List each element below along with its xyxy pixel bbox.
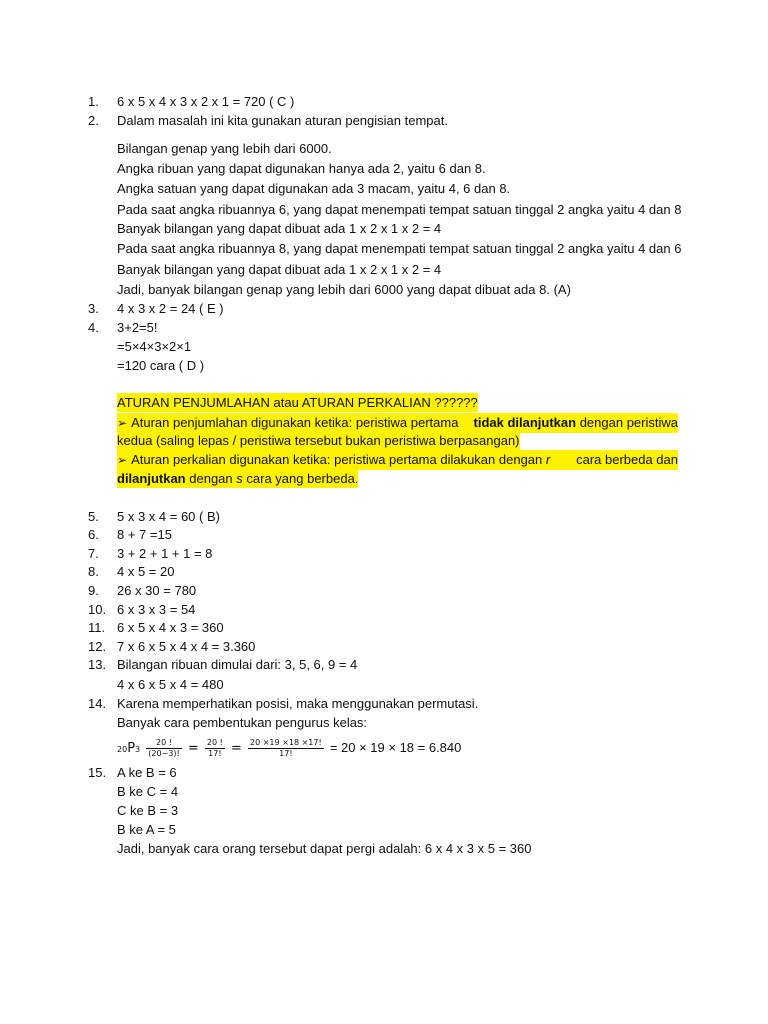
arrow-bullet-icon: ➢: [117, 416, 128, 430]
document-page: 1. 6 x 5 x 4 x 3 x 2 x 1 = 720 ( C ) 2. Dalam masalah ini kita gunakan aturan pengisian tempat. Bilangan genap yang lebih dari 6000. Angka ribuan yang dapat digunakan hanya ada 2, yaitu 6 dan 8. Angka satuan yang dapat digunakan ada 3 macam, yaitu 4, 6 dan 8. Pada saat angka ribuannya 6, yang dapat menempati tempat satuan tinggal 2 angka yaitu 4 dan 8 Banyak bilangan yang dapat dibuat ada 1 x 2 x 1 x 2 = 4 Pada saat angka ribuannya 8, yang dapat menempati tempat satuan tinggal 2 angka yaitu 4 dan 6 Banyak bilangan yang dapat dibuat ada 1 x 2 x 1 x 2 = 4 Jadi, banyak bilangan genap yang lebih dari 6000 yang dapat dibuat ada 8. (A) 3. 4 x 3 x 2 = 24 ( E ) 4. 3+2=5! =5×4×3×2×1 =120 cara ( D ) ATURAN PENJUMLAHAN atau ATURAN PERKALIAN ?????? ➢ Aturan penjumlahan digunakan ketika: peristiwa pertama tidak dilanjutkan dengan peristiwa kedua (saling lepas / peristiwa tersebut bukan peristiwa berpasangan) ➢ Aturan perkalian digunakan ketika: peristiwa pertama dilakukan dengan r cara berbeda dan dilanjutkan dengan s cara yang berbeda. 5. 5 x 3 x 4 = 60 ( B) 6. 8 + 7 =15 7. 3 + 2 + 1 + 1 = 8 8. 4 x 5 = 20 9. 26 x 30 = 780 10. 6 x 3 x 3 = 54 11. 6 x 5 x 4 x 3 = 360 12. 7 x 6 x 5 x 4 x 4 = 3.360 13. Bilangan ribuan dimulai dari: 3, 5, 6, 9 = 4 4 x 6 x 5 x 4 = 480 14. Karena memperhatikan posisi, maka menggunakan permutasi. Banyak cara pembentukan pengurus kelas: 20P3 $\frac{20 !}{(20-3)!}$ = $\frac{20 !}{17!}$ = $\frac{20 \times 19 \times 18 \times 17!}{17!}$ = 20 × 19 × 18 = 6.840 15. A ke B = 6 B ke C = 4 C ke B = 3 B ke A = 5 Jadi, banyak cara orang tersebut dapat pergi adalah: 6 x 4 x 3 x 5 = 360: [88, 94, 682, 856]
arrow-bullet-icon: ➢: [117, 453, 128, 467]
fraction: $\frac{20 !}{(20-3)!}$: [148, 738, 180, 758]
fraction: $\frac{20 !}{17!}$: [206, 738, 223, 758]
fraction: $\frac{20 \times 19 \times 18 \times 17!}{17!}$: [250, 738, 322, 758]
